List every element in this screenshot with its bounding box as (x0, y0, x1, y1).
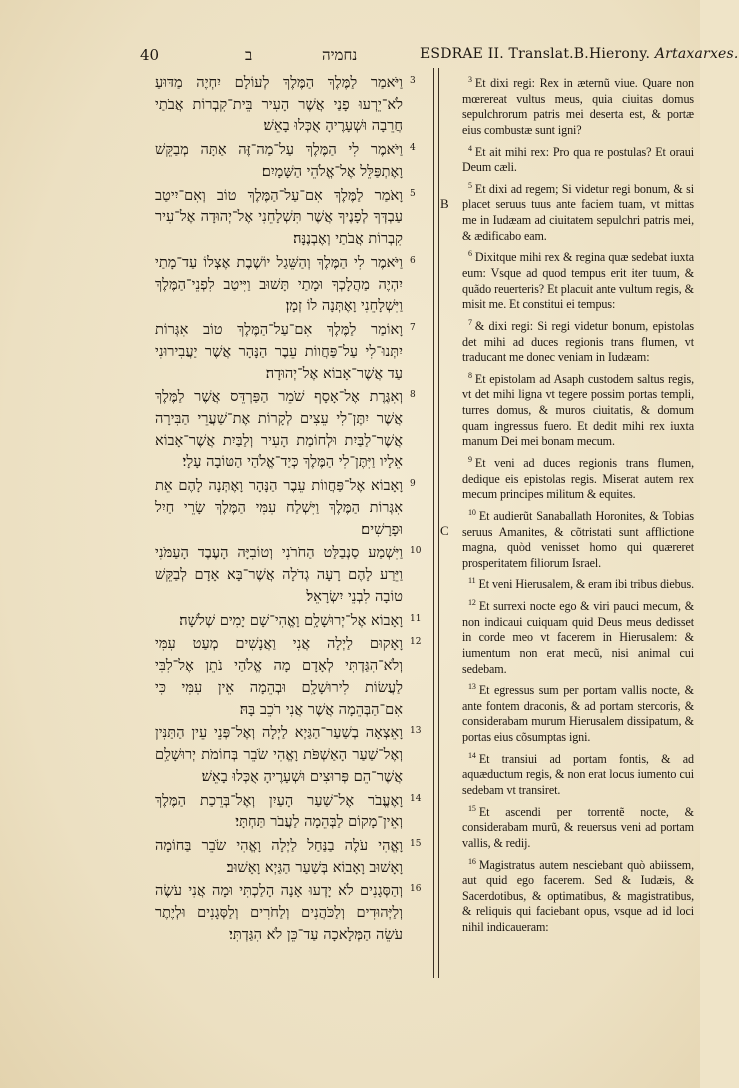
hebrew-verse: וָאֶעֱבֹר אֶל־שַׁעַר הָעַיִן וְאֶל־בְּרֵכַת הַמֶּלֶךְ וְאֵין־מָקוֹם לַבְּהֵמָה לַעֲבֹר תַּחְתָּי׃ (155, 791, 403, 831)
hebrew-verse: וְאִגֶּרֶת אֶל־אָסָף שֹׁמֵר הַפַּרְדֵּס אֲשֶׁר לַמֶּלֶךְ אֲשֶׁר יִתֶּן־לִי עֵצִים לְקָרוֹת אֶת־שַׁעֲרֵי הַבִּירָה אֲשֶׁר־לַבַּיִת וּלְחוֹמַת הָעִיר וְלַבַּיִת אֲשֶׁר־אָבוֹא אֵלָיו וַיִּתֶּן־לִי הַמֶּלֶךְ כְּיַד־אֱלֹהַי הַטּוֹבָה עָלָי׃ (155, 388, 403, 471)
latin-verse-text: Et veni Hierusalem, & eram ibi tribus diebus. (478, 577, 695, 592)
hebrew-verse: וָאֹמַר לַמֶּלֶךְ אִם־עַל־הַמֶּלֶךְ טוֹב וְאִם־יִיטַב עַבְדְּךָ לְפָנֶיךָ אֲשֶׁר תִּשְׁלָחֵנִי אֶל־יְהוּדָה אֶל־עִיר קִבְרוֹת אֲבֹתַי וְאֶבְנֶנָּה׃ (155, 186, 403, 248)
hebrew-verse-number: 16 (410, 884, 422, 894)
latin-verse-number: 10 (468, 507, 476, 517)
hebrew-verse-number: 7 (410, 323, 416, 333)
latin-verse-text: Dixitque mihi rex & regina quæ sedebat iuxta eum: Vsque ad quod tempus erit iter tuum, & quãdo reuerteris? Et placuit ante vultum regis, & misit me. Et constitui ei tempus: (462, 250, 694, 312)
hebrew-verse-number: 10 (410, 546, 422, 556)
latin-verse (462, 368, 694, 450)
latin-verse (462, 748, 694, 799)
hebrew-verse: וָאָקוּם לַיְלָה אֲנִי וַאֲנָשִׁים מְעַט עִמִּי וְלֹא־הִגַּדְתִּי לְאָדָם מָה אֱלֹהַי נֹתֵן אֶל־לִבִּי לַעֲשׂוֹת לִירוּשָׁלָ͏ִם וּבְהֵמָה אֵין עִמִּי כִּי אִם־הַבְּהֵמָה אֲשֶׁר אֲנִי רֹכֵב בָּהּ׃ (155, 635, 403, 718)
hebrew-verse-number: 13 (410, 726, 422, 736)
latin-verse-number: 11 (468, 576, 476, 586)
hebrew-verse-number: 8 (410, 390, 416, 400)
latin-verse-number: 12 (468, 598, 476, 608)
latin-verse (462, 178, 694, 245)
hebrew-verse-number: 3 (410, 76, 416, 86)
latin-verse-number: 8 (468, 370, 472, 380)
latin-verse-number: 16 (468, 856, 476, 866)
latin-text-column (462, 72, 694, 938)
hebrew-verse: וַיֹּאמֶר לִי הַמֶּלֶךְ עַל־מַה־זֶּה אַתָּה מְבַקֵּשׁ וָאֶתְפַּלֵּל אֶל־אֱלֹהֵי הַשָּׁמָיִם׃ (155, 141, 403, 180)
latin-verse-number: 5 (468, 180, 472, 190)
latin-verse-text: Et dixi regi: Rex in æternũ viue. Quare non mœrereat vultus meus, quia ciuitas domus sepulchrorum patris mei deserta est, & portæ eius combustæ sunt igni? (462, 76, 694, 137)
latin-book-title: ESDRAE II. (420, 46, 504, 62)
latin-verse (462, 72, 694, 139)
hebrew-verse-number: 15 (410, 839, 422, 849)
section-title: Artaxarxes. (654, 46, 739, 62)
hebrew-verse-number: 9 (410, 479, 416, 489)
hebrew-verse: וַיֹּאמַר לַמֶּלֶךְ הַמֶּלֶךְ לְעוֹלָם יִחְיֶה מַדּוּעַ לֹא־יֵרְעוּ פָנַי אֲשֶׁר הָעִיר בֵּית־קִבְרוֹת אֲבֹתַי חֲרֵבָה וּשְׁעָרֶיהָ אֻכְּלוּ בָאֵשׁ׃ (155, 74, 403, 135)
hebrew-verse: וַיִּשְׁמַע סַנְבַלַּט הַחֹרֹנִי וְטוֹבִיָּה הָעֶבֶד הָעַמֹּנִי וַיֵּרַע לָהֶם רָעָה גְדֹלָה אֲשֶׁר־בָּא אָדָם לְבַקֵּשׁ טוֹבָה לִבְנֵי יִשְׂרָאֵל׃ (155, 544, 403, 605)
latin-verse (462, 679, 694, 746)
latin-verse-text: Et surrexi nocte ego & viri pauci mecum, & non indicaui cuiquam quid Deus meus dedisset in corde meo vt facerem in Hierusalem: & iumentum non erat mecũ, nisi animal cui sedebam. (462, 599, 694, 676)
latin-verse-text: & dixi regi: Si regi videtur bonum, epistolas det mihi ad duces regionis trans flumen, vt traducant me donec veniam in Iudæam: (462, 318, 694, 365)
hebrew-folio-letter: ב (245, 46, 253, 64)
hebrew-verse-number: 12 (410, 637, 422, 647)
hebrew-verse: וָאֱהִי עֹלֶה בַנַּחַל לַיְלָה וָאֱהִי שֹׂבֵר בַּחוֹמָה וָאָשׁוּב וָאָבוֹא בְּשַׁעַר הַגַּיְא וָאָשׁוּב׃ (155, 836, 403, 876)
hebrew-verse-number: 5 (410, 189, 416, 199)
hebrew-verse: וָאֵצְאָה בְשַׁעַר־הַגַּיְא לַיְלָה וְאֶל־פְּנֵי עֵין הַתַּנִּין וְאֶל־שַׁעַר הָאַשְׁפֹּת וָאֱהִי שֹׂבֵר בְּחוֹמֹת יְרוּשָׁלַ͏ִם אֲשֶׁר־הֵם פְּרוּצִים וּשְׁעָרֶיהָ אֻכְּלוּ בָאֵשׁ׃ (155, 724, 403, 785)
latin-verse-number: 14 (468, 750, 476, 760)
translator-credit: Translat.B.Hierony. (508, 46, 651, 62)
running-header (0, 40, 739, 70)
hebrew-text-column (155, 72, 403, 948)
folio-number: 40 (140, 46, 160, 64)
latin-verse (462, 505, 694, 572)
hebrew-verse-number: 14 (410, 794, 422, 804)
column-divider (433, 68, 434, 978)
latin-margin-letter: C (440, 523, 449, 538)
hebrew-verse: וָאָבוֹא אֶל־יְרוּשָׁלָ͏ִם וָאֱהִי־שָׁם יָמִים שְׁלֹשָׁה׃ (179, 611, 403, 629)
latin-verse-number: 9 (468, 454, 472, 464)
latin-verse-text: Et audierũt Sanaballath Horonites, & Tobias seruus Amanites, & cõtristati sunt afflictione magna, quòd venisset homo qui quæreret prosperitatem filiorum Israel. (462, 508, 694, 570)
latin-verse-text: Et dixi ad regem; Si videtur regi bonum, & si placet seruus tuus ante faciem tuam, vt mittas me in Iudæam ad ciuitatem sepulchri patris mei, & ædificabo eam. (462, 181, 694, 243)
hebrew-verse: וַיֹּאמֶר לִי הַמֶּלֶךְ וְהַשֵּׁגַל יוֹשֶׁבֶת אֶצְלוֹ עַד־מָתַי יִהְיֶה מַהֲלָכְךָ וּמָתַי תָּשׁוּב וַיִּיטַב לִפְנֵי־הַמֶּלֶךְ וַיִּשְׁלָחֵנִי וָאֶתְּנָה לוֹ זְמָן׃ (155, 253, 403, 315)
latin-verse-number: 13 (468, 682, 476, 692)
latin-verse (462, 801, 694, 852)
latin-running-title (420, 46, 739, 62)
latin-verse (462, 854, 694, 936)
latin-verse-text: Et epistolam ad Asaph custodem saltus regis, vt det mihi ligna vt tegere possim portas templi, turres domus, & muros ciuitatis, & domum quam ingressus fuero. Et dedit mihi rex iuxta manum Dei mei bonam mecum. (462, 371, 694, 449)
hebrew-verse: וָאוֹמַר לַמֶּלֶךְ אִם־עַל־הַמֶּלֶךְ טוֹב אִגְּרוֹת יִתְּנוּ־לִי עַל־פַּחֲווֹת עֵבֶר הַנָּהָר אֲשֶׁר יַעֲבִירוּנִי עַד אֲשֶׁר־אָבוֹא אֶל־יְהוּדָה׃ (155, 321, 403, 382)
hebrew-verse-number: 6 (410, 256, 416, 266)
latin-verse (462, 452, 694, 503)
latin-verse-text: Et ait mihi rex: Pro qua re postulas? Et oraui Deum cæli. (462, 144, 694, 175)
latin-verse (462, 595, 694, 677)
latin-verse-text: Et transiui ad portam fontis, & ad aquæductum regis, & non erat locus iumento cui sedebam vt transiret. (462, 751, 694, 797)
latin-verse (462, 141, 694, 176)
hebrew-verse-number: 4 (410, 143, 416, 153)
latin-verse-number: 6 (468, 249, 472, 259)
latin-verse-text: Magistratus autem nesciebant quò abiissem, aut quid ego facerem. Sed & Iudæis, & Sacerdotibus, & optimatibus, & magistratibus, & reliquis qui faciebant opus, vsque ad id loci nihil indicaueram: (462, 857, 694, 935)
hebrew-verse: וָאָבוֹא אֶל־פַּחֲווֹת עֵבֶר הַנָּהָר וָאֶתְּנָה לָהֶם אֵת אִגְּרוֹת הַמֶּלֶךְ וַיִּשְׁלַח עִמִּי הַמֶּלֶךְ שָׂרֵי חַיִל וּפָרָשִׁים׃ (155, 477, 403, 538)
latin-verse-text: Et veni ad duces regionis trans flumen, dedique eis epistolas regis. Miserat autem rex mecum principes militum & equites. (462, 455, 694, 502)
latin-verse-number: 3 (468, 75, 472, 84)
latin-verse (462, 573, 694, 593)
hebrew-verse-number: 11 (410, 614, 422, 624)
latin-margin-letter: B (440, 196, 449, 211)
latin-verse-number: 7 (468, 317, 472, 327)
column-divider (438, 68, 439, 978)
latin-verse-text: Et egressus sum per portam vallis nocte, & ante fontem draconis, & ad portam stercoris, & considerabam murum Hierusalem dissipatum, & portas eius cõsumptas igni. (462, 683, 694, 745)
latin-verse (462, 315, 694, 366)
latin-verse-number: 15 (468, 803, 476, 813)
latin-verse-text: Et ascendi per torrentẽ nocte, & considerabam murũ, & reuersus veni ad portam vallis, & redij. (462, 804, 694, 850)
hebrew-book-title: נחמיה (322, 46, 358, 64)
latin-verse-number: 4 (468, 143, 472, 153)
latin-verse (462, 246, 694, 313)
hebrew-verse: וְהַסְּגָנִים לֹא יָדְעוּ אָנָה הָלַכְתִּי וּמָה אֲנִי עֹשֶׂה וְלַיְּהוּדִים וְלַכֹּהֲנִים וְלַחֹרִים וְלַסְּגָנִים וּלְיֶתֶר עֹשֵׂה הַמְּלָאכָה עַד־כֵּן לֹא הִגַּדְתִּי׃ (155, 882, 403, 943)
